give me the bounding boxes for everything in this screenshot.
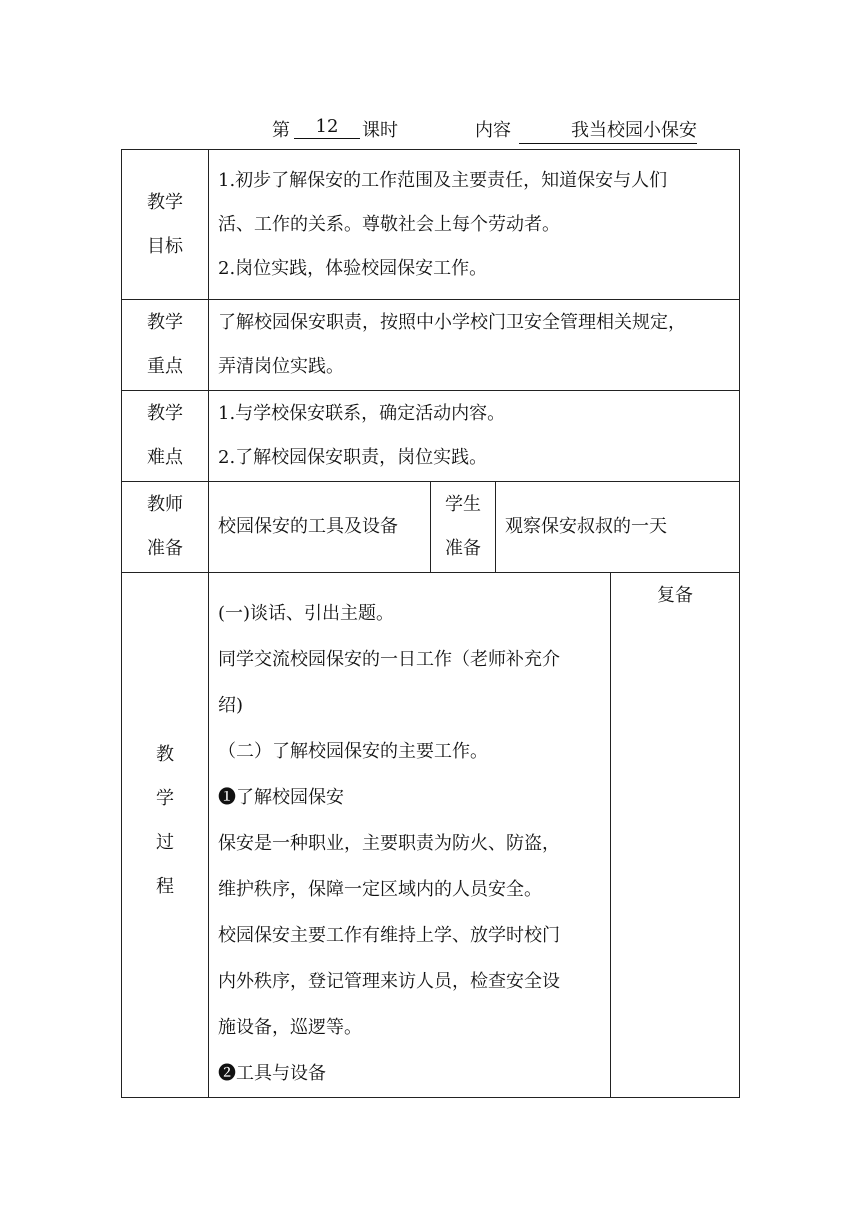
- process-line: （二）了解校园保安的主要工作。: [218, 741, 488, 762]
- key-points-line: 弄清岗位实践。: [218, 356, 344, 377]
- process-line: 保安是一种职业，主要职责为防火、防盗，: [218, 833, 560, 854]
- student-prep-text: 观察保安叔叔的一天: [496, 482, 740, 573]
- teacher-prep-label: [122, 482, 209, 573]
- key-points-label-line: 教学: [147, 312, 183, 333]
- lesson-suffix: 课时: [362, 120, 398, 141]
- process-line: 维护秩序，保障一定区域内的人员安全。: [218, 879, 542, 900]
- lesson-plan-table: [121, 149, 740, 1098]
- key-points-label: [122, 300, 209, 391]
- remark-label: 复备: [657, 585, 694, 606]
- lesson-header: [0, 112, 860, 142]
- difficulties-label-line: 难点: [147, 447, 183, 468]
- difficulties-line: 2.了解校园保安职责，岗位实践。: [218, 447, 488, 468]
- process-label-char: 过: [156, 832, 174, 853]
- content-title: 我当校园小保安: [519, 116, 697, 144]
- process-line: ❶了解校园保安: [218, 787, 344, 808]
- process-line: 校园保安主要工作有维持上学、放学时校门: [218, 925, 560, 946]
- lesson-prefix: 第: [272, 120, 290, 141]
- process-row: [122, 573, 740, 1098]
- teacher-prep-label-line: 教师: [147, 494, 183, 515]
- difficulties-line: 1.与学校保安联系，确定活动内容。: [218, 403, 506, 424]
- process-content: [209, 573, 611, 1098]
- goals-content: [209, 150, 740, 300]
- goals-label: [122, 150, 209, 300]
- goals-line: 2.岗位实践，体验校园保安工作。: [218, 257, 488, 279]
- goals-line: 活、工作的关系。尊敬社会上每个劳动者。: [218, 213, 560, 235]
- student-prep-label-line: 准备: [445, 538, 481, 559]
- process-line: 施设备，巡逻等。: [218, 1017, 362, 1038]
- key-points-label-line: 重点: [147, 356, 183, 377]
- difficulties-row: [122, 391, 740, 482]
- student-prep-label: [431, 482, 496, 573]
- teacher-prep-label-line: 准备: [147, 538, 183, 559]
- preparation-row: [122, 482, 740, 573]
- goals-line: 1.初步了解保安的工作范围及主要责任，知道保安与人们: [218, 169, 668, 191]
- process-label: [122, 573, 209, 1098]
- process-label-char: 程: [156, 876, 174, 897]
- remark-column: [611, 573, 740, 1098]
- teacher-prep-text: 校园保安的工具及设备: [209, 482, 431, 573]
- process-label-char: 学: [156, 788, 174, 809]
- student-prep-label-line: 学生: [445, 494, 481, 515]
- process-line: ❷工具与设备: [218, 1063, 326, 1084]
- key-points-line: 了解校园保安职责，按照中小学校门卫安全管理相关规定，: [218, 312, 686, 333]
- process-line: 内外秩序，登记管理来访人员，检查安全设: [218, 971, 560, 992]
- goals-row: [122, 150, 740, 300]
- key-points-content: [209, 300, 740, 391]
- content-label: 内容: [475, 120, 511, 141]
- difficulties-label: [122, 391, 209, 482]
- process-line: 绍): [218, 695, 244, 716]
- goals-label-line: 教学: [147, 191, 183, 213]
- difficulties-label-line: 教学: [147, 403, 183, 424]
- process-line: 同学交流校园保安的一日工作（老师补充介: [218, 649, 560, 670]
- lesson-number: 12: [294, 116, 360, 139]
- process-line: (一)谈话、引出主题。: [218, 603, 395, 624]
- difficulties-content: [209, 391, 740, 482]
- key-points-row: [122, 300, 740, 391]
- process-label-char: 教: [156, 744, 174, 765]
- goals-label-line: 目标: [147, 235, 183, 257]
